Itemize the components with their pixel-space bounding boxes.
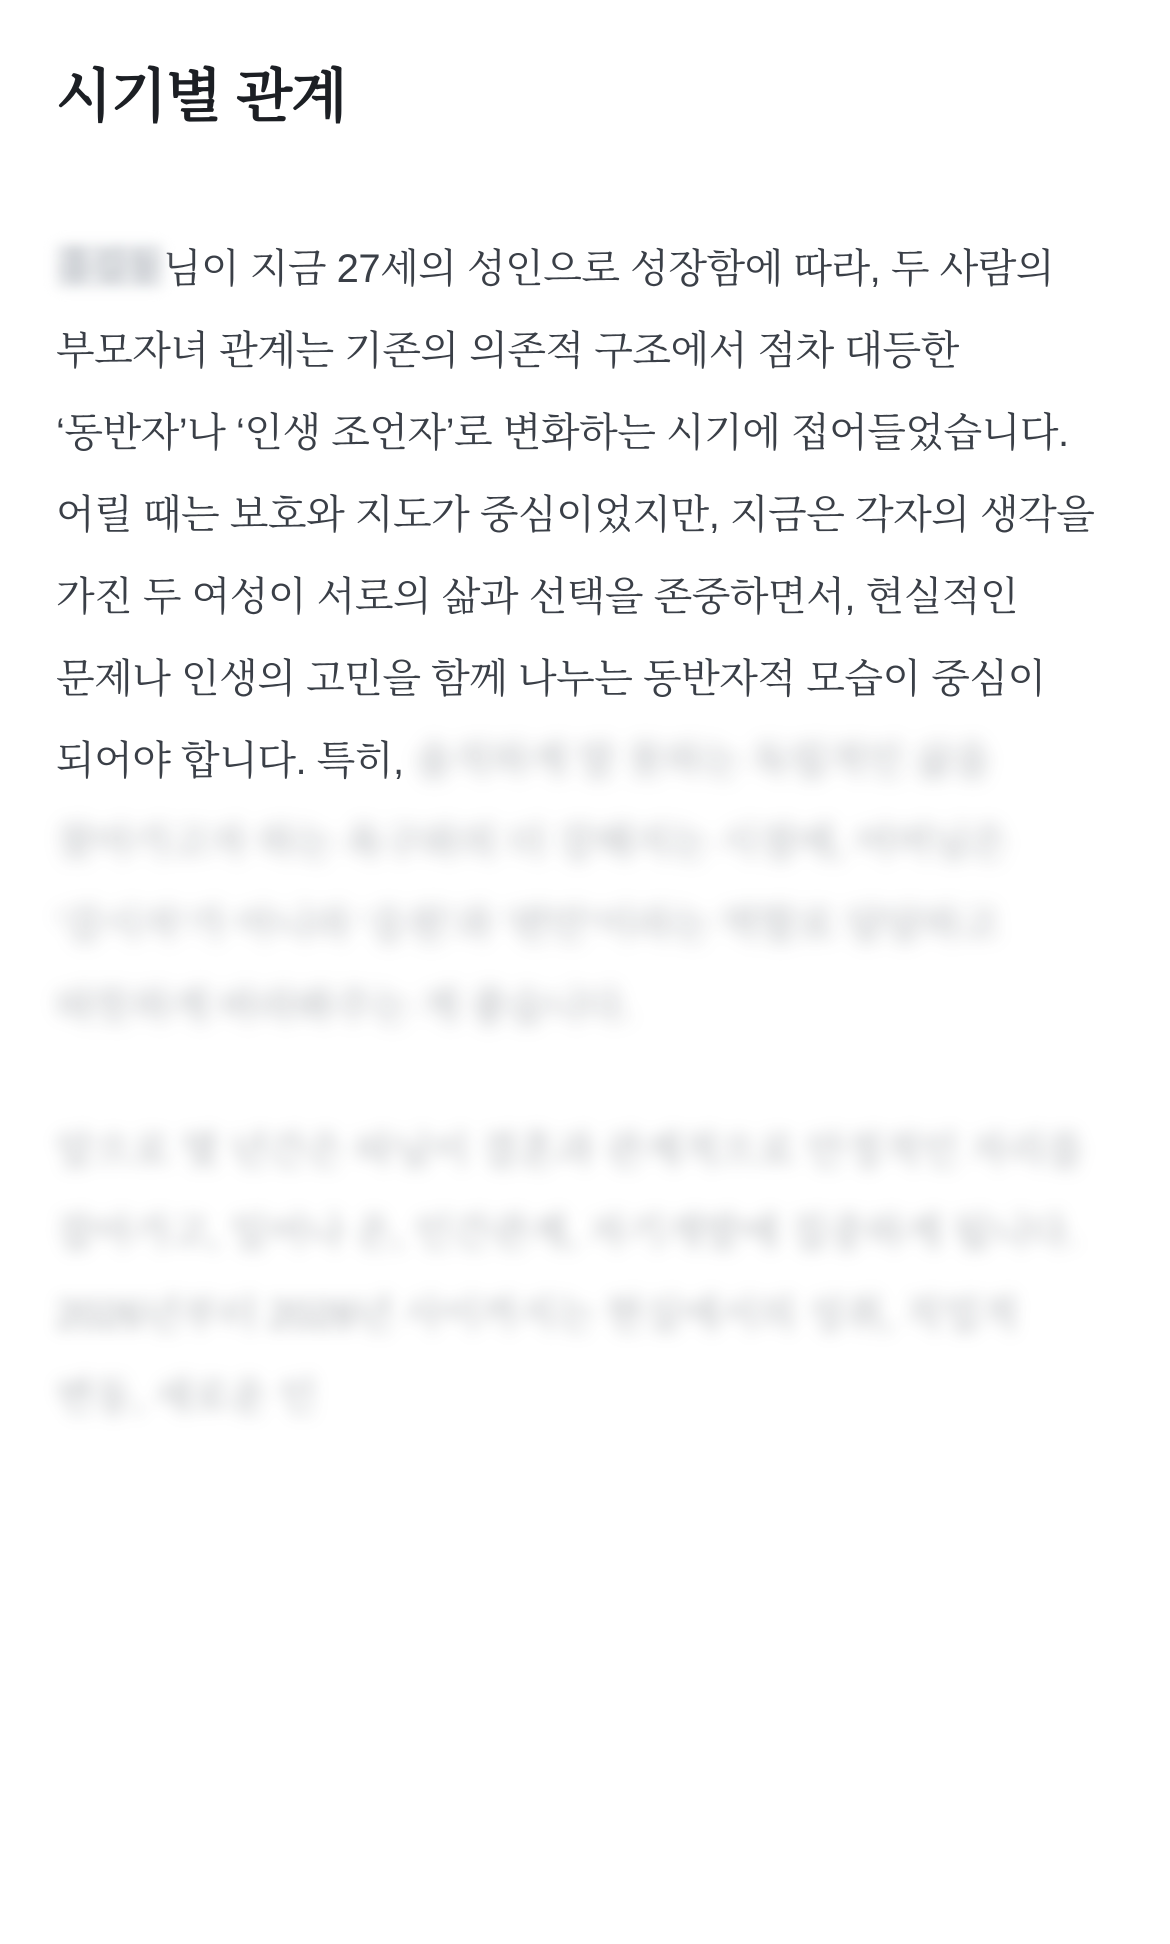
paragraph-2: [56, 1110, 1114, 1438]
paragraph-1-blurred-text: 솔직하게 말 못하는 독립적인 삶을 찾아가고자 하는 욕구와의 더 강해지는 시점에, 어머님은 ‘감시자’가 아니라 ‘응원’과 ‘편안’이라는 역할로 담담하고 따뜻하게 바라봐주는 게 좋습니다.: [56, 738, 1008, 1029]
bottom-fade: [0, 1884, 1170, 1944]
paragraph-1-visible-text: 님이 지금 27세의 성인으로 성장함에 따라, 두 사람의 부모자녀 관계는 기존의 의존적 구조에서 점차 대등한 ‘동반자’나 ‘인생 조언자’로 변화하는 시기에 접어들었습니다. 어릴 때는 보호와 지도가 중심이었지만, 지금은 각자의 생각을 가진 두 여성이 서로의 삶과 선택을 존중하면서, 현실적인 문제나 인생의 고민을 함께 나누는 동반자적 모습이 중심이 되어야 합니다. 특히,: [56, 246, 1095, 783]
paragraph-2-blurred-text: 앞으로 몇 년간은 따님이 결혼과 관계적으로 안정적인 자리를 잡아가고, 일어나 온, 인간관계, 자기개발에 집중하게 됩니다. 2026년부터 2028년 사이까지는 현실에서의 성취, 직업적 변동, 새로운 인: [56, 1128, 1084, 1419]
paragraph-1: [56, 228, 1114, 1048]
redacted-name: 홍길동: [58, 244, 161, 286]
page-title: 시기별 관계: [56, 64, 347, 129]
